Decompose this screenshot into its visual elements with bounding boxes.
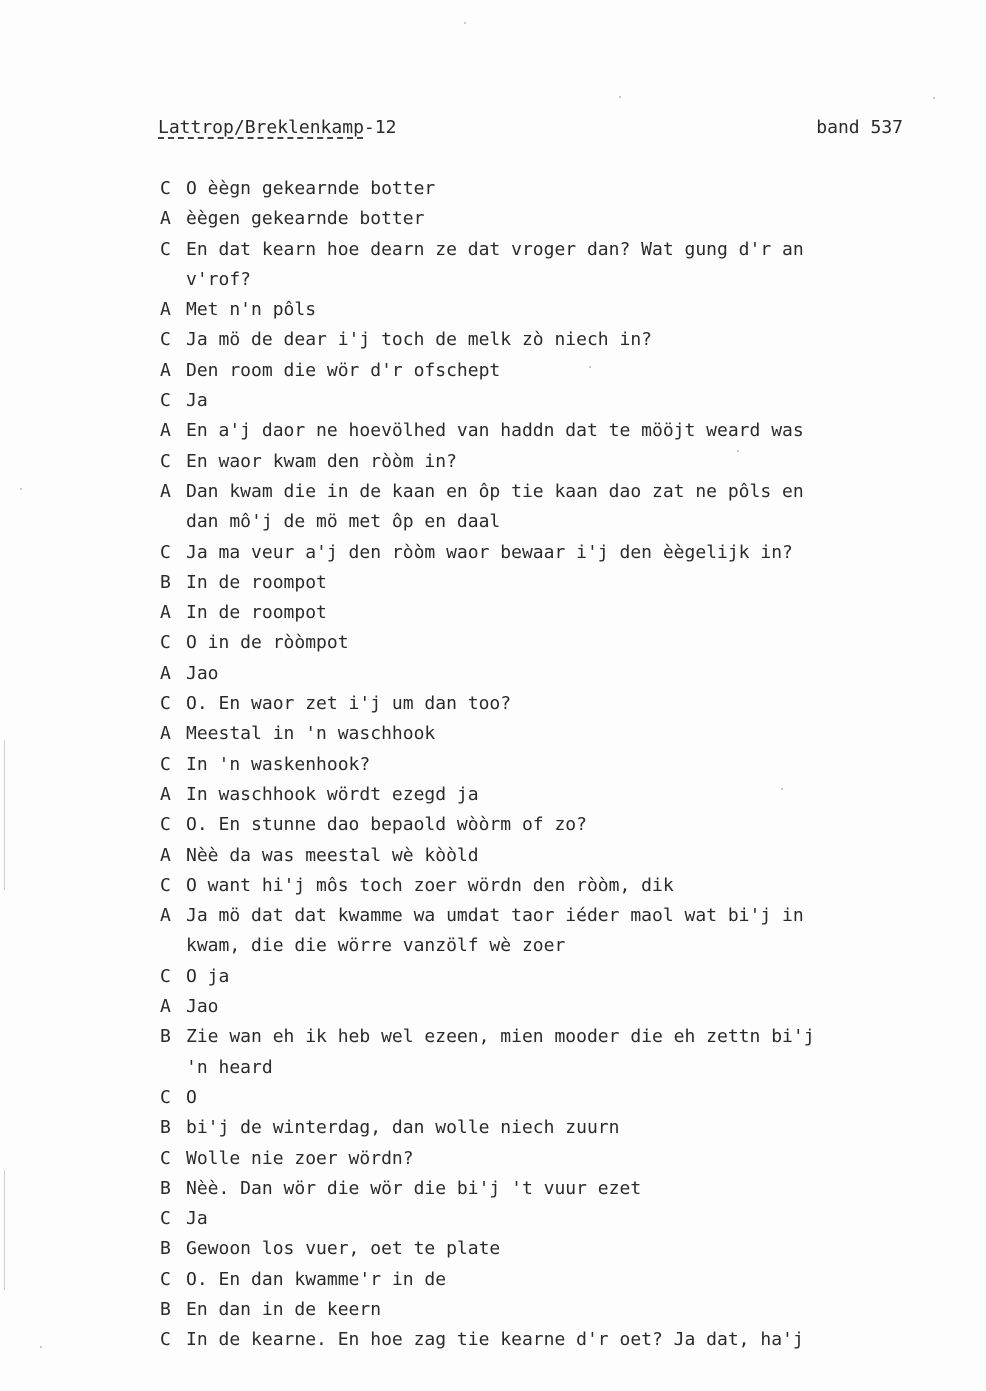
- transcript-entry: [160, 628, 905, 658]
- utterance-line: 'n heard: [186, 1056, 273, 1078]
- utterance-line: O: [186, 1086, 197, 1108]
- utterance-line: Ja: [186, 1208, 208, 1230]
- speaker-label: A: [160, 844, 171, 866]
- utterance-line: dan mô'j de mö met ôp en daal: [186, 511, 501, 533]
- utterance: [186, 1083, 905, 1113]
- transcript-entry: [160, 568, 905, 598]
- speaker-label: C: [160, 178, 171, 199]
- speaker-label: B: [160, 571, 171, 593]
- transcript-entry: [160, 992, 905, 1022]
- utterance: [186, 325, 905, 355]
- speaker-label: A: [160, 662, 171, 684]
- utterance: [186, 386, 905, 416]
- transcript-entry: [160, 477, 905, 538]
- utterance-line: v'rof?: [186, 268, 252, 290]
- transcript-entry: [160, 538, 905, 568]
- speaker-label: A: [160, 299, 171, 321]
- utterance-line: O èègn gekearnde botter: [186, 178, 436, 199]
- utterance-line: Meestal in 'n waschhook: [186, 723, 436, 745]
- transcript-entry: [160, 1083, 905, 1113]
- speaker-label: C: [160, 1086, 171, 1108]
- utterance-line: Wolle nie zoer wördn?: [186, 1147, 414, 1169]
- utterance-line: In 'n waskenhook?: [186, 753, 371, 775]
- utterance: [186, 1265, 905, 1295]
- speaker-label: A: [160, 783, 171, 805]
- utterance-line: En a'j daor ne hoevölhed van haddn dat te mööjt weard was: [186, 420, 804, 442]
- speaker-label: A: [160, 359, 171, 381]
- header-page-number: -12: [363, 117, 397, 138]
- utterance-line: O ja: [186, 965, 230, 987]
- transcript-entry: [160, 810, 905, 840]
- transcript-entry: [160, 871, 905, 901]
- transcript-entry: [160, 598, 905, 628]
- utterance-line: bi'j de winterdag, dan wolle niech zuurn: [186, 1117, 620, 1139]
- utterance: [186, 1295, 905, 1325]
- speaker-label: B: [160, 1298, 171, 1320]
- transcript-entry: [160, 295, 905, 325]
- speaker-label: C: [160, 1147, 171, 1169]
- utterance: [186, 962, 905, 992]
- speaker-label: B: [160, 1117, 171, 1139]
- transcript-entry: [160, 1174, 905, 1204]
- utterance: [186, 416, 905, 446]
- utterance-line: èègen gekearnde botter: [186, 208, 425, 230]
- speaker-label: C: [160, 238, 171, 260]
- utterance: [186, 174, 905, 204]
- speaker-label: C: [160, 965, 171, 987]
- utterance-line: Dan kwam die in de kaan en ôp tie kaan dao zat ne pôls en: [186, 480, 804, 502]
- speaker-label: C: [160, 874, 171, 896]
- scan-margin-mark: [4, 740, 5, 890]
- utterance-line: Jao: [186, 996, 219, 1018]
- utterance: [186, 719, 905, 749]
- scan-speck: [20, 488, 22, 490]
- utterance: [186, 477, 905, 538]
- utterance: [186, 628, 905, 658]
- speaker-label: A: [160, 480, 171, 502]
- transcript-entry: [160, 841, 905, 871]
- utterance-line: En waor kwam den ròòm in?: [186, 450, 457, 472]
- utterance-line: Nèè da was meestal wè kòòld: [186, 844, 479, 866]
- speaker-label: C: [160, 1208, 171, 1230]
- speaker-label: C: [160, 693, 171, 715]
- utterance-line: Jao: [186, 662, 219, 684]
- transcript-entry: [160, 962, 905, 992]
- utterance-line: Ja: [186, 390, 208, 412]
- utterance-line: Ja ma veur a'j den ròòm waor bewaar i'j den èègelijk in?: [186, 541, 793, 563]
- utterance: [186, 659, 905, 689]
- transcript-entry: [160, 1325, 905, 1355]
- utterance: [186, 992, 905, 1022]
- speaker-label: C: [160, 390, 171, 412]
- utterance-line: In de roompot: [186, 571, 327, 593]
- utterance: [186, 295, 905, 325]
- utterance-line: Nèè. Dan wör die wör die bi'j 't vuur ezet: [186, 1177, 642, 1199]
- speaker-label: C: [160, 1268, 171, 1290]
- speaker-label: B: [160, 1238, 171, 1260]
- speaker-label: A: [160, 905, 171, 927]
- transcript-entry: [160, 659, 905, 689]
- speaker-label: A: [160, 723, 171, 745]
- header-location-name: Lattrop/Breklenkamp: [158, 117, 364, 138]
- utterance-line: O in de ròòmpot: [186, 632, 349, 654]
- speaker-label: C: [160, 541, 171, 563]
- transcript-entry: [160, 386, 905, 416]
- utterance-line: kwam, die die wörre vanzölf wè zoer: [186, 935, 566, 957]
- utterance-line: O. En waor zet i'j um dan too?: [186, 693, 512, 715]
- speaker-label: A: [160, 996, 171, 1018]
- utterance: [186, 1204, 905, 1234]
- transcript-entry: [160, 689, 905, 719]
- scan-speck: [933, 97, 935, 99]
- utterance: [186, 356, 905, 386]
- scan-speck: [619, 96, 621, 98]
- utterance: [186, 447, 905, 477]
- speaker-label: C: [160, 814, 171, 836]
- utterance-line: Zie wan eh ik heb wel ezeen, mien mooder die eh zettn bi'j: [186, 1026, 815, 1048]
- speaker-label: B: [160, 1177, 171, 1199]
- utterance-line: O want hi'j môs toch zoer wördn den ròòm, dik: [186, 874, 674, 896]
- header-tape-number: band 537: [816, 117, 903, 138]
- utterance-line: Met n'n pôls: [186, 299, 317, 321]
- speaker-label: A: [160, 208, 171, 230]
- transcript-entry: [160, 235, 905, 296]
- utterance: [186, 810, 905, 840]
- transcript-entry: [160, 416, 905, 446]
- speaker-label: C: [160, 1329, 171, 1351]
- utterance-line: O. En dan kwamme'r in de: [186, 1268, 447, 1290]
- utterance-line: O. En stunne dao bepaold wòòrm of zo?: [186, 814, 587, 836]
- utterance-line: En dan in de keern: [186, 1298, 382, 1320]
- speaker-label: C: [160, 753, 171, 775]
- transcript-entry: [160, 1265, 905, 1295]
- utterance-line: En dat kearn hoe dearn ze dat vroger dan? Wat gung d'r an: [186, 238, 804, 260]
- utterance: [186, 204, 905, 234]
- utterance: [186, 598, 905, 628]
- utterance: [186, 841, 905, 871]
- utterance: [186, 1234, 905, 1264]
- utterance-line: In de roompot: [186, 602, 327, 624]
- utterance-line: Ja mö dat dat kwamme wa umdat taor iéder maol wat bi'j in: [186, 905, 804, 927]
- speaker-label: B: [160, 1026, 171, 1048]
- transcript-entry: [160, 1144, 905, 1174]
- page-header: [158, 114, 903, 142]
- transcript-entry: [160, 1204, 905, 1234]
- speaker-label: A: [160, 420, 171, 442]
- utterance: [186, 538, 905, 568]
- utterance: [186, 1325, 905, 1355]
- transcript-entry: [160, 1295, 905, 1325]
- transcript-entry: [160, 1113, 905, 1143]
- utterance-line: Den room die wör d'r ofschept: [186, 359, 501, 381]
- transcript-entry: [160, 719, 905, 749]
- scan-speck: [40, 1346, 42, 1348]
- utterance: [186, 689, 905, 719]
- speaker-label: C: [160, 450, 171, 472]
- utterance-line: Gewoon los vuer, oet te plate: [186, 1238, 501, 1260]
- utterance: [186, 1022, 905, 1083]
- utterance: [186, 1113, 905, 1143]
- transcript-entry: [160, 447, 905, 477]
- speaker-label: A: [160, 602, 171, 624]
- header-location: [158, 114, 396, 142]
- speaker-label: C: [160, 329, 171, 351]
- utterance-line: In de kearne. En hoe zag tie kearne d'r oet? Ja dat, ha'j: [186, 1329, 804, 1351]
- utterance: [186, 780, 905, 810]
- speaker-label: C: [160, 632, 171, 654]
- utterance: [186, 568, 905, 598]
- transcript-entry: [160, 325, 905, 355]
- utterance-line: Ja mö de dear i'j toch de melk zò niech in?: [186, 329, 652, 351]
- transcript-entry: [160, 1234, 905, 1264]
- transcript: [160, 174, 905, 1356]
- transcript-entry: [160, 1022, 905, 1083]
- utterance: [186, 750, 905, 780]
- utterance: [186, 1174, 905, 1204]
- scan-margin-mark: [4, 1170, 5, 1290]
- transcript-entry: [160, 750, 905, 780]
- transcript-entry: [160, 780, 905, 810]
- transcript-entry: [160, 356, 905, 386]
- utterance-line: In waschhook wördt ezegd ja: [186, 783, 479, 805]
- transcript-entry: [160, 901, 905, 962]
- transcript-entry: [160, 174, 905, 204]
- transcript-entry: [160, 204, 905, 234]
- utterance: [186, 235, 905, 296]
- scan-speck: [464, 22, 466, 24]
- utterance: [186, 1144, 905, 1174]
- utterance: [186, 871, 905, 901]
- utterance: [186, 901, 905, 962]
